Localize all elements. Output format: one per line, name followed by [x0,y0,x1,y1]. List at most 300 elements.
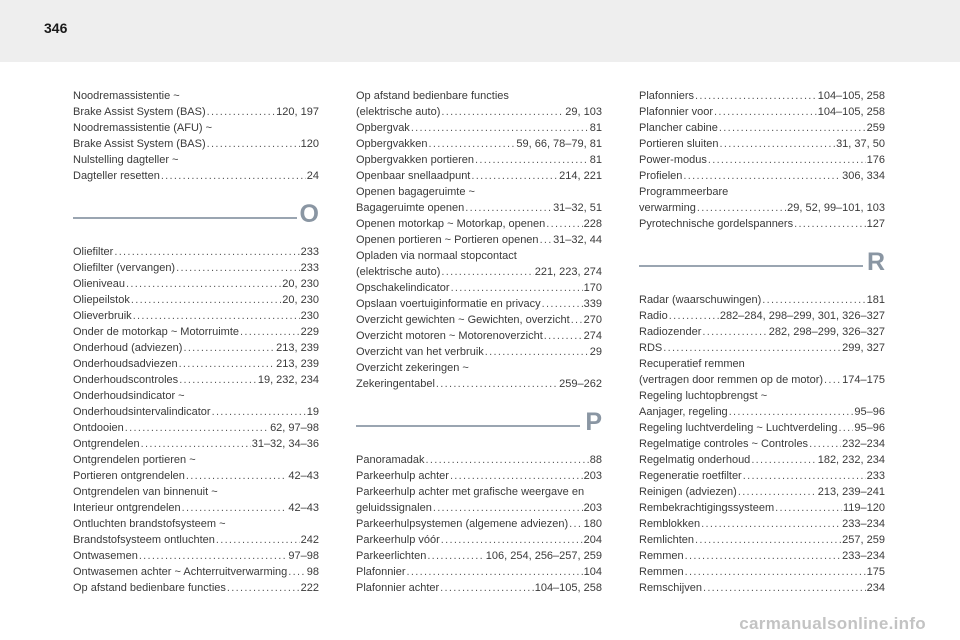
dot-leader [450,468,583,484]
index-entry [73,564,319,580]
index-page-refs: 119–120 [842,502,885,514]
index-page-refs: 95–96 [854,422,885,434]
index-entry [639,452,885,468]
index-page-refs: 213, 239 [276,358,319,370]
index-term: Profielen [639,170,683,182]
dot-leader [714,104,817,120]
index-term: Opbergvakken portieren [356,154,475,166]
dot-leader [429,136,516,152]
index-entry [356,328,602,344]
dot-leader [114,244,299,260]
index-entry [639,436,885,452]
index-term: Ontgrendelen [73,438,140,450]
index-entry [639,500,885,516]
index-entry [639,136,885,152]
index-term: Opslaan voertuiginformatie en privacy [356,298,541,310]
index-term: Ontwasemen [73,550,138,562]
index-term: Regeling luchtverdeling ~ Luchtverdeling [639,422,838,434]
index-entry [356,152,602,168]
index-page-refs: 230 [300,310,319,322]
index-entry [73,136,319,152]
index-term: Op afstand bedienbare functies [73,582,226,594]
index-term: Regelmatige controles ~ Controles [639,438,809,450]
index-page-refs: 257, 259 [842,534,885,546]
letter-heading [73,184,319,244]
index-page-refs: 174–175 [842,374,885,386]
index-entry [356,88,602,104]
index-page-refs: 29, 103 [565,106,602,118]
dot-leader [701,516,841,532]
index-page-refs: 242 [300,534,319,546]
index-column-1 [73,88,319,596]
index-term: Radiozender [639,326,702,338]
index-page-refs: 20, 230 [282,278,319,290]
index-term: (elektrische auto) [356,266,441,278]
dot-leader [288,564,305,580]
index-term: Op afstand bedienbare functies [356,90,509,102]
index-page-refs: 233 [866,470,885,482]
index-page-refs: 29 [589,346,602,358]
index-page-refs: 181 [866,294,885,306]
index-entry [73,420,319,436]
index-term: Brandstofsysteem ontluchten [73,534,215,546]
dot-leader [540,232,553,248]
index-page-refs: 59, 66, 78–79, 81 [516,138,602,150]
page-number: 346 [44,20,68,36]
dot-leader [212,404,306,420]
dot-leader [125,420,269,436]
heading-letter: R [866,248,885,276]
index-page-refs: 213, 239–241 [817,486,885,498]
index-term: Parkeerhulpsystemen (algemene adviezen) [356,518,569,530]
index-term: geluidssignalen [356,502,432,514]
dot-leader [729,404,854,420]
index-term: Openen bagageruimte ~ [356,186,475,198]
index-term: Parkeerhulp achter [356,470,449,482]
index-term: Rembekrachtigingssysteem [639,502,775,514]
index-entry [356,580,602,596]
index-page-refs: 97–98 [288,550,319,562]
index-term: Brake Assist System (BAS) [73,106,206,118]
dot-leader [133,308,300,324]
index-page-refs: 233 [300,246,319,258]
index-page-refs: 259 [866,122,885,134]
index-column-3 [639,88,885,596]
dot-leader [720,136,836,152]
dot-leader [697,200,786,216]
index-entry [73,516,319,532]
index-entry [73,532,319,548]
dot-leader [179,372,257,388]
index-entry [73,260,319,276]
index-term: (vertragen door remmen op de motor) [639,374,824,386]
dot-leader [695,88,817,104]
index-entry [73,168,319,184]
index-term: verwarming [639,202,696,214]
index-entry [73,372,319,388]
index-page-refs: 19, 232, 234 [257,374,319,386]
index-entry [73,388,319,404]
index-term: Regeneratie roetfilter [639,470,742,482]
index-page-refs: 182, 232, 234 [817,454,885,466]
index-entry [356,312,602,328]
index-term: Overzicht gewichten ~ Gewichten, overzicht [356,314,570,326]
index-term: Opbergvak [356,122,410,134]
index-page-refs: 233–234 [842,550,885,562]
index-entry [639,548,885,564]
index-entry [73,452,319,468]
index-page-refs: 98 [306,566,319,578]
index-term: Remblokken [639,518,701,530]
index-page-refs: 104–105, 258 [534,582,602,594]
dot-leader [794,216,866,232]
index-entry [356,136,602,152]
dot-leader [407,564,583,580]
dot-leader [126,276,281,292]
index-term: Openen portieren ~ Portieren openen [356,234,539,246]
index-term: Plafonnier [356,566,406,578]
index-term: Ontluchten brandstofsysteem ~ [73,518,226,530]
index-term: Parkeerhulp vóór [356,534,440,546]
index-term: Reinigen (adviezen) [639,486,737,498]
index-entry [356,532,602,548]
index-term: Power-modus [639,154,707,166]
dot-leader [161,168,306,184]
index-term: Regeling luchtopbrengst ~ [639,390,768,402]
index-page-refs: 31–32, 34–36 [251,438,319,450]
index-entry [639,564,885,580]
dot-leader [182,500,288,516]
index-term: Plafonnier achter [356,582,440,594]
index-term: Opbergvakken [356,138,428,150]
index-entry [639,200,885,216]
index-entry [73,104,319,120]
index-term: Onderhoudsadviezen [73,358,178,370]
index-entry [639,516,885,532]
dot-leader [775,500,842,516]
index-term: Remmen [639,566,684,578]
index-term: Remmen [639,550,684,562]
index-term: Recuperatief remmen [639,358,745,370]
index-page-refs: 31, 37, 50 [836,138,885,150]
index-entry [73,500,319,516]
dot-leader [186,468,287,484]
index-entry [356,200,602,216]
index-page-refs: 31–32, 51 [553,202,602,214]
index-page-refs: 274 [583,330,602,342]
index-entry [73,484,319,500]
index-entry [356,184,602,200]
index-page-refs: 95–96 [854,406,885,418]
index-entry [639,168,885,184]
index-term: (elektrische auto) [356,106,441,118]
index-entry [639,484,885,500]
index-entry [639,120,885,136]
index-entry [639,184,885,200]
index-entry [356,564,602,580]
dot-leader [683,168,841,184]
index-term: Overzicht motoren ~ Motorenoverzicht [356,330,543,342]
index-term: Remlichten [639,534,695,546]
index-page-refs: 282–284, 298–299, 301, 326–327 [719,310,885,322]
index-term: Pyrotechnische gordelspanners [639,218,794,230]
dot-leader [451,280,583,296]
index-page-refs: 234 [866,582,885,594]
index-term: Nulstelling dagteller ~ [73,154,179,166]
index-entry [639,356,885,372]
index-page-refs: 104–105, 258 [817,106,885,118]
dot-leader [240,324,300,340]
index-page-refs: 81 [589,122,602,134]
index-page-refs: 232–234 [842,438,885,450]
dot-leader [544,328,583,344]
index-term: Noodremassistentie (AFU) ~ [73,122,213,134]
letter-heading [356,392,602,452]
index-term: Regelmatig onderhoud [639,454,751,466]
index-entry [639,404,885,420]
dot-leader [207,136,300,152]
dot-leader [441,532,583,548]
index-term: Overzicht van het verbruik [356,346,484,358]
index-entry [73,244,319,260]
index-term: Panoramadak [356,454,425,466]
index-page-refs: 203 [583,470,602,482]
dot-leader [702,324,767,340]
index-page-refs: 228 [583,218,602,230]
index-entry [356,296,602,312]
index-term: Openen motorkap ~ Motorkap, openen [356,218,546,230]
index-page-refs: 259–262 [559,378,602,390]
index-entry [356,232,602,248]
dot-leader [176,260,300,276]
header-band [0,0,960,62]
index-page-refs: 106, 254, 256–257, 259 [485,550,602,562]
index-term: Radar (waarschuwingen) [639,294,762,306]
dot-leader [141,436,251,452]
index-term: Ontgrendelen van binnenuit ~ [73,486,218,498]
dot-leader [762,292,865,308]
index-page-refs: 29, 52, 99–101, 103 [787,202,885,214]
index-entry [639,340,885,356]
index-entry [639,292,885,308]
dot-leader [471,168,558,184]
index-page-refs: 222 [300,582,319,594]
index-entry [639,88,885,104]
dot-leader [751,452,816,468]
index-entry [356,344,602,360]
index-page-refs: 175 [866,566,885,578]
index-term: Radio [639,310,668,322]
index-entry [73,152,319,168]
index-page-refs: 203 [583,502,602,514]
dot-leader [663,340,841,356]
index-term: Onder de motorkap ~ Motorruimte [73,326,239,338]
index-page-refs: 120 [300,138,319,150]
dot-leader [569,516,582,532]
index-term: Parkeerlichten [356,550,427,562]
index-page-refs: 233–234 [842,518,885,530]
letter-heading [639,232,885,292]
index-entry [639,420,885,436]
index-page-refs: 24 [306,170,319,182]
heading-rule [73,217,297,219]
index-entry [639,372,885,388]
index-page-refs: 180 [583,518,602,530]
index-page-refs: 221, 223, 274 [534,266,602,278]
index-page-refs: 20, 230 [282,294,319,306]
dot-leader [546,216,582,232]
index-term: Aanjager, regeling [639,406,728,418]
index-entry [639,324,885,340]
index-page-refs: 270 [583,314,602,326]
index-term: Ontgrendelen portieren ~ [73,454,196,466]
index-page-refs: 306, 334 [842,170,885,182]
index-term: Ontdooien [73,422,124,434]
index-entry [73,324,319,340]
dot-leader [824,372,841,388]
index-entry [73,292,319,308]
index-entry [73,468,319,484]
index-entry [356,376,602,392]
index-page-refs: 204 [583,534,602,546]
index-term: Portieren ontgrendelen [73,470,185,482]
heading-rule [639,265,863,267]
index-entry [639,532,885,548]
index-entry [639,388,885,404]
index-term: Onderhoudsintervalindicator [73,406,211,418]
index-term: Remschijven [639,582,702,594]
index-page-refs: 339 [583,298,602,310]
index-term: Parkeerhulp achter met grafische weergave en [356,486,585,498]
index-page-refs: 282, 298–299, 326–327 [768,326,885,338]
dot-leader [695,532,841,548]
index-term: Onderhoudscontroles [73,374,179,386]
index-entry [639,152,885,168]
index-page-refs: 104–105, 258 [817,90,885,102]
index-entry [356,216,602,232]
index-page-refs: 170 [583,282,602,294]
index-entry [73,580,319,596]
heading-rule [356,425,580,427]
index-entry [73,356,319,372]
index-page-refs: 233 [300,262,319,274]
index-page-refs: 120, 197 [276,106,319,118]
index-term: Noodremassistentie ~ [73,90,180,102]
index-term: Opschakelindicator [356,282,450,294]
index-page-refs: 62, 97–98 [270,422,319,434]
index-entry [639,468,885,484]
index-column-2 [356,88,602,596]
index-term: Plafonnier voor [639,106,713,118]
dot-leader [485,344,589,360]
index-entry [356,280,602,296]
index-term: Plafonniers [639,90,695,102]
index-term: RDS [639,342,663,354]
index-entry [639,308,885,324]
index-term: Dagteller resetten [73,170,160,182]
dot-leader [179,356,276,372]
index-entry [639,104,885,120]
index-page-refs: 299, 327 [842,342,885,354]
dot-leader [703,580,866,596]
index-term: Olieverbruik [73,310,132,322]
index-term: Interieur ontgrendelen [73,502,181,514]
index-page-refs: 127 [866,218,885,230]
index-entry [73,88,319,104]
dot-leader [441,264,533,280]
dot-leader [685,548,842,564]
dot-leader [708,152,866,168]
index-term: Overzicht zekeringen ~ [356,362,469,374]
index-page-refs: 81 [589,154,602,166]
dot-leader [809,436,841,452]
index-entry [356,104,602,120]
index-entry [356,248,602,264]
index-term: Ontwasemen achter ~ Achterruitverwarming [73,566,288,578]
index-term: Programmeerbare [639,186,729,198]
index-entry [356,264,602,280]
index-term: Oliefilter [73,246,114,258]
index-entry [73,548,319,564]
dot-leader [743,468,866,484]
dot-leader [436,376,558,392]
index-term: Brake Assist System (BAS) [73,138,206,150]
dot-leader [542,296,583,312]
dot-leader [685,564,866,580]
dot-leader [465,200,552,216]
index-term: Onderhoud (adviezen) [73,342,183,354]
dot-leader [427,548,484,564]
dot-leader [669,308,719,324]
index-term: Bagageruimte openen [356,202,465,214]
dot-leader [441,104,564,120]
dot-leader [426,452,589,468]
dot-leader [131,292,281,308]
dot-leader [440,580,534,596]
index-page-refs: 176 [866,154,885,166]
index-page-refs: 214, 221 [559,170,602,182]
index-term: Portieren sluiten [639,138,719,150]
index-entry [356,548,602,564]
index-page-refs: 88 [589,454,602,466]
index-term: Onderhoudsindicator ~ [73,390,185,402]
index-page-refs: 229 [300,326,319,338]
index-entry [73,404,319,420]
index-term: Oliefilter (vervangen) [73,262,176,274]
index-page-refs: 31–32, 44 [553,234,602,246]
index-entry [356,452,602,468]
index-entry [356,120,602,136]
index-entry [639,216,885,232]
dot-leader [183,340,275,356]
dot-leader [216,532,300,548]
dot-leader [139,548,288,564]
dot-leader [475,152,589,168]
index-term: Openbaar snellaadpunt [356,170,471,182]
index-entry [73,308,319,324]
dot-leader [838,420,853,436]
dot-leader [719,120,866,136]
index-entry [73,340,319,356]
dot-leader [411,120,589,136]
index-entry [73,276,319,292]
index-page-refs: 42–43 [288,470,319,482]
index-entry [73,436,319,452]
index-page-refs: 213, 239 [276,342,319,354]
index-entry [73,120,319,136]
heading-letter: P [585,408,602,436]
index-entry [356,484,602,500]
